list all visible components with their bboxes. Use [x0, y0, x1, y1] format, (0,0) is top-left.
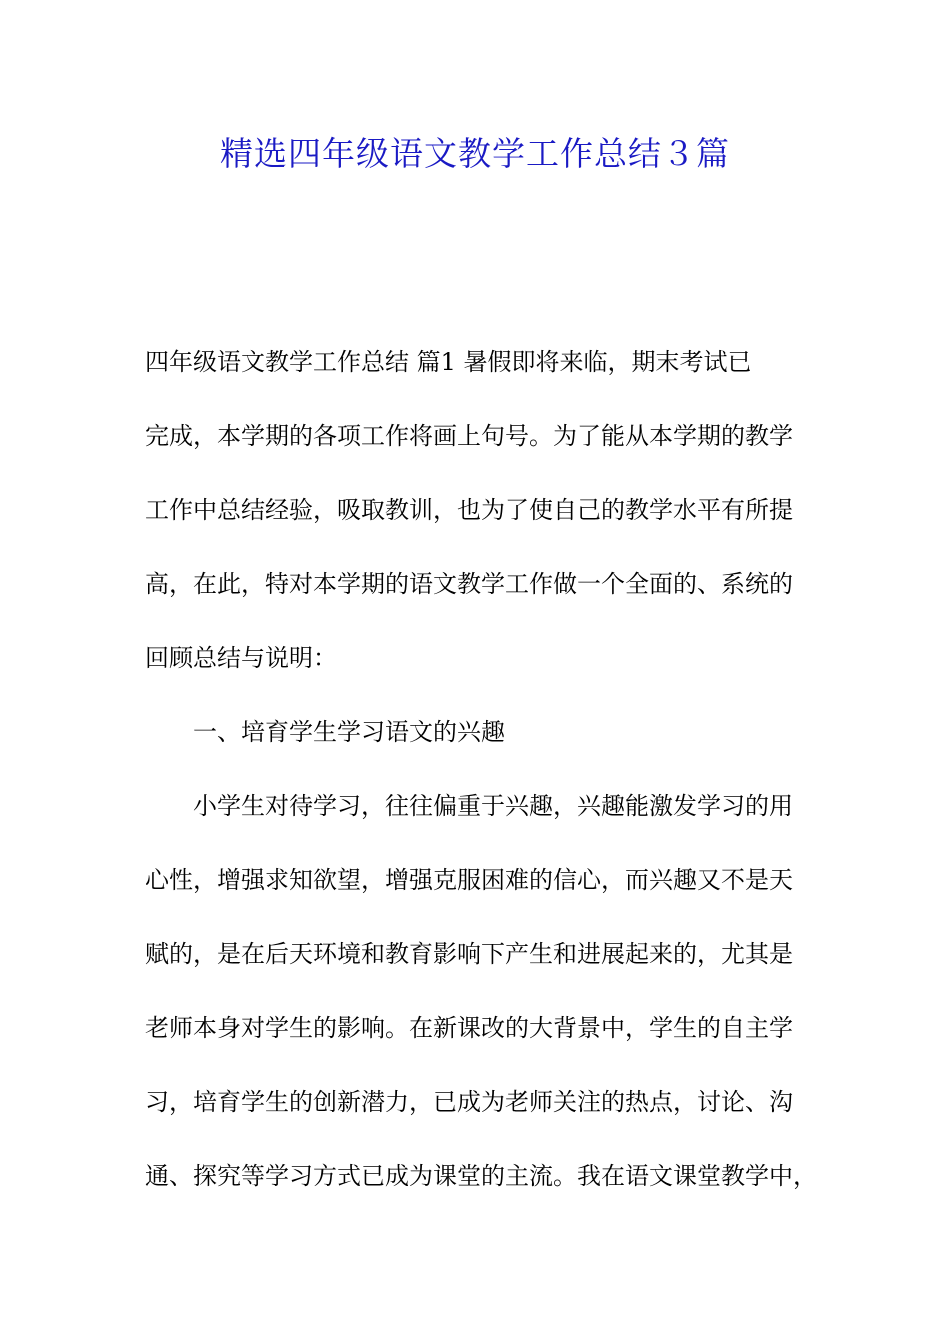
paragraph-line: 通、探究等学习方式已成为课堂的主流。我在语文课堂教学中，: [145, 1162, 817, 1190]
paragraph-line: 习，培育学生的创新潜力，已成为老师关注的热点，讨论、沟: [145, 1088, 793, 1116]
paragraph-line: 四年级语文教学工作总结 篇1 暑假即将来临，期末考试已: [145, 348, 752, 376]
section-heading: 一、培育学生学习语文的兴趣: [193, 718, 505, 746]
paragraph-line: 回顾总结与说明：: [145, 644, 337, 672]
paragraph-line: 高，在此，特对本学期的语文教学工作做一个全面的、系统的: [145, 570, 793, 598]
paragraph-line: 小学生对待学习，往往偏重于兴趣，兴趣能激发学习的用: [193, 792, 793, 820]
paragraph-line: 赋的，是在后天环境和教育影响下产生和进展起来的，尤其是: [145, 940, 793, 968]
paragraph-line: 老师本身对学生的影响。在新课改的大背景中，学生的自主学: [145, 1014, 793, 1042]
paragraph-line: 完成，本学期的各项工作将画上句号。为了能从本学期的教学: [145, 422, 793, 450]
document-title: 精选四年级语文教学工作总结３篇: [220, 134, 730, 173]
paragraph-line: 心性，增强求知欲望，增强克服困难的信心，而兴趣又不是天: [145, 866, 793, 894]
paragraph-line: 工作中总结经验，吸取教训，也为了使自己的教学水平有所提: [145, 496, 793, 524]
